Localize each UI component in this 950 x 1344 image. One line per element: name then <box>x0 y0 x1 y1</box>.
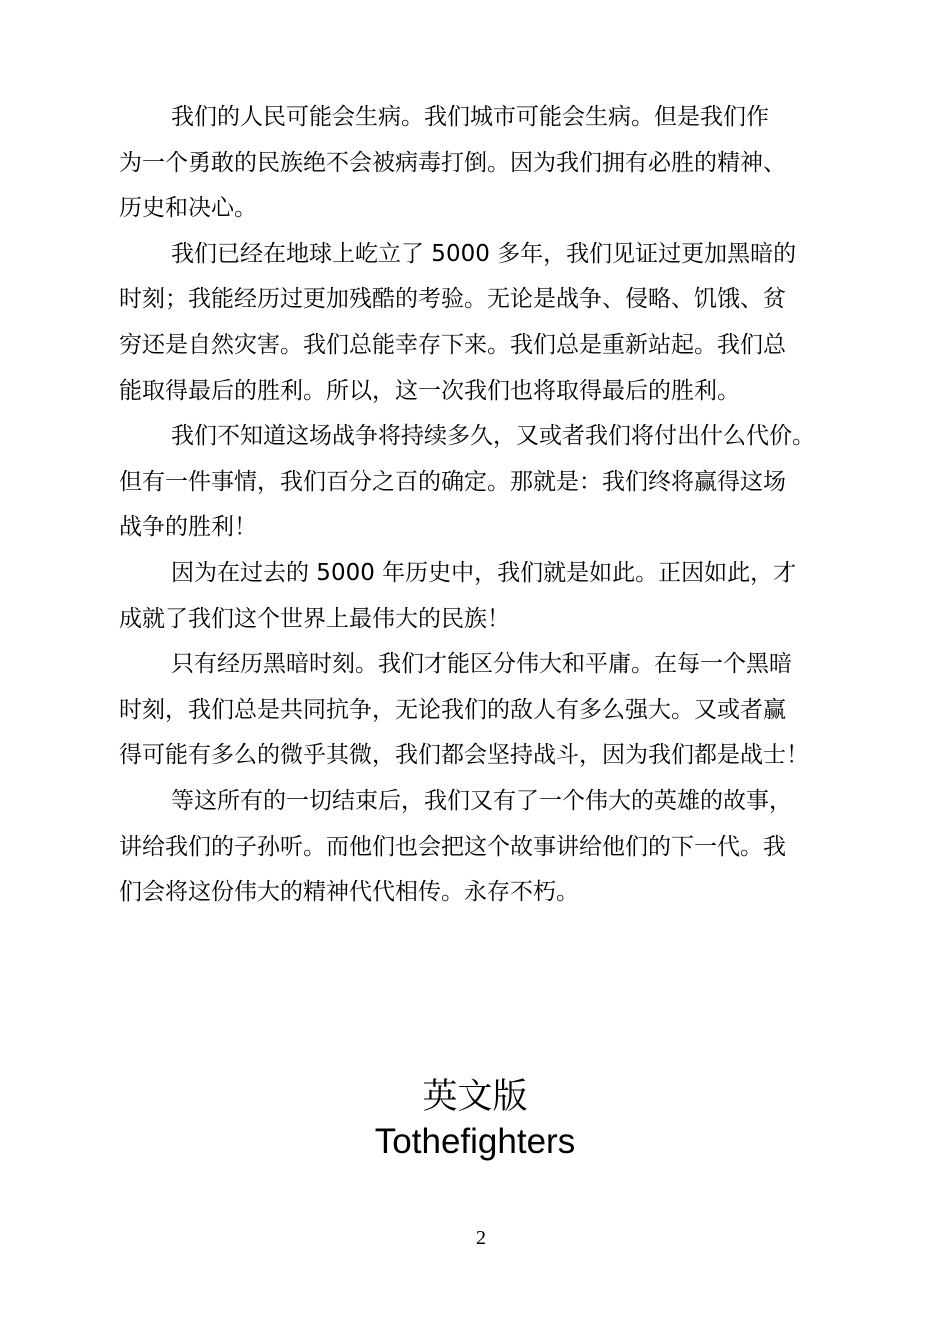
paragraph-line: 时刻；我能经历过更加残酷的考验。无论是战争、侵略、饥饿、贫 <box>119 286 786 313</box>
paragraph-line: 们会将这份伟大的精神代代相传。永存不朽。 <box>119 879 579 906</box>
paragraph-line: 历史和决心。 <box>119 195 257 222</box>
heading-english: Tothefighters <box>374 1122 576 1161</box>
paragraph-line: 时刻，我们总是共同抗争，无论我们的敌人有多么强大。又或者赢 <box>119 696 786 723</box>
paragraph-line: 等这所有的一切结束后，我们又有了一个伟大的英雄的故事， <box>171 787 792 814</box>
paragraph-line: 我们已经在地球上屹立了 5000 多年，我们见证过更加黑暗的 <box>171 240 797 267</box>
paragraph-line: 能取得最后的胜利。所以，这一次我们也将取得最后的胜利。 <box>119 377 740 404</box>
paragraph-line: 为一个勇敢的民族绝不会被病毒打倒。因为我们拥有必胜的精神、 <box>119 149 786 176</box>
paragraph-line: 因为在过去的 5000 年历史中，我们就是如此。正因如此，才 <box>171 559 797 586</box>
paragraph-line: 战争的胜利！ <box>119 514 257 541</box>
paragraph-line: 我们不知道这场战争将持续多久，又或者我们将付出什么代价。 <box>171 423 815 450</box>
page-number: 2 <box>476 1227 486 1249</box>
paragraph-line: 只有经历黑暗时刻。我们才能区分伟大和平庸。在每一个黑暗 <box>171 651 792 678</box>
heading-chinese: 英文版 <box>422 1077 528 1116</box>
paragraph-line: 成就了我们这个世界上最伟大的民族！ <box>119 605 510 632</box>
paragraph-line: 讲给我们的子孙听。而他们也会把这个故事讲给他们的下一代。我 <box>119 833 786 860</box>
paragraph-line: 但有一件事情，我们百分之百的确定。那就是：我们终将赢得这场 <box>119 468 786 495</box>
paragraph-line: 穷还是自然灾害。我们总能幸存下来。我们总是重新站起。我们总 <box>119 331 786 358</box>
paragraph-line: 我们的人民可能会生病。我们城市可能会生病。但是我们作 <box>171 104 769 130</box>
body-text <box>119 95 839 916</box>
paragraph-line: 得可能有多么的微乎其微，我们都会坚持战斗，因为我们都是战士！ <box>119 742 809 769</box>
